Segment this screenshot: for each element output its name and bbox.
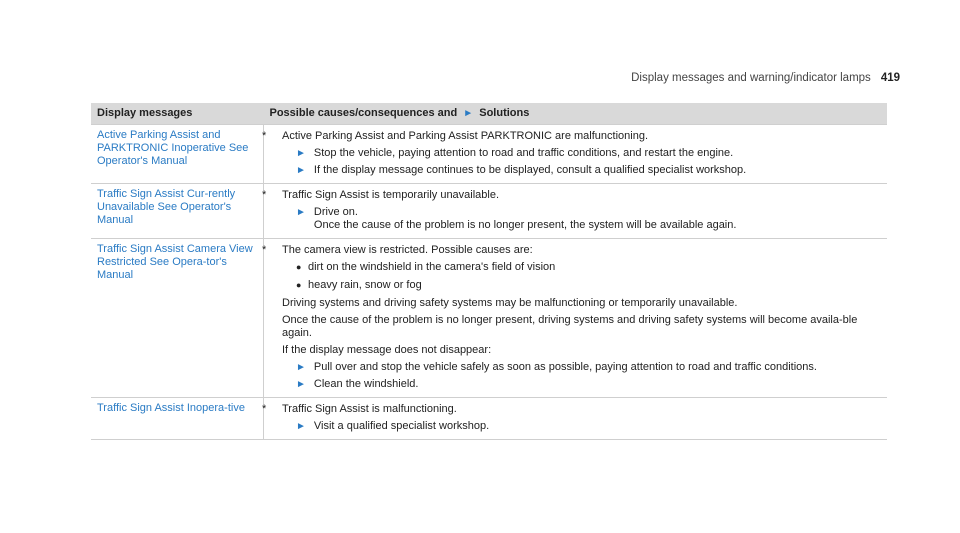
table-header-row — [91, 103, 887, 125]
message-cell: Traffic Sign Assist Cur-rently Unavailable See Operator's Manual — [91, 184, 264, 239]
display-messages-table — [91, 103, 887, 440]
step-text: Visit a qualified specialist workshop. — [313, 420, 490, 432]
solution-cell — [264, 184, 888, 239]
solution-step — [296, 206, 881, 232]
list-item-text: dirt on the windshield in the camera's field of vision — [308, 261, 556, 273]
step-arrow-icon: ► — [296, 207, 306, 218]
step-text — [314, 206, 881, 232]
paragraph: Driving systems and driving safety systems may be malfunctioning or temporarily unavailable. — [282, 297, 738, 309]
cause-label: The camera view is restricted. Possible causes are: — [282, 244, 533, 256]
column-header-solutions-prefix: Possible causes/consequences and — [269, 107, 458, 119]
table-row — [91, 239, 887, 398]
cause-label: Active Parking Assist and Parking Assist PARKTRONIC are malfunctioning. — [282, 130, 648, 142]
page-number: 419 — [880, 72, 900, 84]
column-header-solutions — [264, 103, 888, 125]
cause-list — [296, 261, 881, 292]
solution-cell — [264, 398, 888, 440]
page-header — [631, 72, 900, 84]
cause-text — [262, 130, 881, 143]
cause-label: Traffic Sign Assist is malfunctioning. — [282, 403, 457, 415]
step-arrow-icon: ► — [296, 148, 306, 159]
step-text: If the display message continues to be displayed, consult a qualified specialist workshop. — [313, 164, 747, 176]
solution-arrow-icon: ► — [463, 108, 474, 119]
step-line: Once the cause of the problem is no longer present, the system will be available again. — [313, 219, 737, 231]
asterisk: * — [262, 403, 267, 415]
cause-text — [262, 403, 881, 416]
solution-cell — [264, 239, 888, 398]
solution-step — [296, 164, 881, 177]
bullet-icon: ● — [296, 280, 302, 290]
paragraph: Once the cause of the problem is no longer present, driving systems and driving safety systems will become availa-ble again. — [282, 314, 858, 339]
solution-step — [296, 378, 881, 391]
list-item-text: heavy rain, snow or fog — [308, 279, 422, 291]
bullet-icon: ● — [296, 262, 302, 272]
step-text: Pull over and stop the vehicle safely as soon as possible, paying attention to road and traffic conditions. — [313, 361, 817, 373]
cause-label: Traffic Sign Assist is temporarily unavailable. — [282, 189, 500, 201]
step-text: Clean the windshield. — [313, 378, 419, 390]
table-row — [91, 184, 887, 239]
column-header-messages: Display messages — [91, 103, 264, 125]
message-cell: Traffic Sign Assist Inopera-tive — [91, 398, 264, 440]
list-item — [296, 261, 881, 274]
cause-text — [262, 244, 881, 257]
step-line: Drive on. — [313, 206, 358, 218]
column-header-solutions-suffix: Solutions — [479, 107, 530, 119]
step-text: Stop the vehicle, paying attention to road and traffic conditions, and restart the engine. — [313, 147, 734, 159]
asterisk: * — [262, 130, 267, 142]
solution-step — [296, 361, 881, 374]
step-arrow-icon: ► — [296, 421, 306, 432]
asterisk: * — [262, 244, 267, 256]
list-item — [296, 279, 881, 292]
cause-text — [262, 189, 881, 202]
solution-step — [296, 147, 881, 160]
step-arrow-icon: ► — [296, 165, 306, 176]
asterisk: * — [262, 189, 267, 201]
table-row — [91, 398, 887, 440]
paragraph: If the display message does not disappear: — [282, 344, 492, 356]
solution-step — [296, 420, 881, 433]
table-row — [91, 125, 887, 184]
solution-cell — [264, 125, 888, 184]
step-arrow-icon: ► — [296, 362, 306, 373]
message-cell: Traffic Sign Assist Camera View Restricted See Opera-tor's Manual — [91, 239, 264, 398]
message-cell: Active Parking Assist and PARKTRONIC Inoperative See Operator's Manual — [91, 125, 264, 184]
page-header-title: Display messages and warning/indicator lamps — [631, 72, 871, 84]
step-arrow-icon: ► — [296, 379, 306, 390]
